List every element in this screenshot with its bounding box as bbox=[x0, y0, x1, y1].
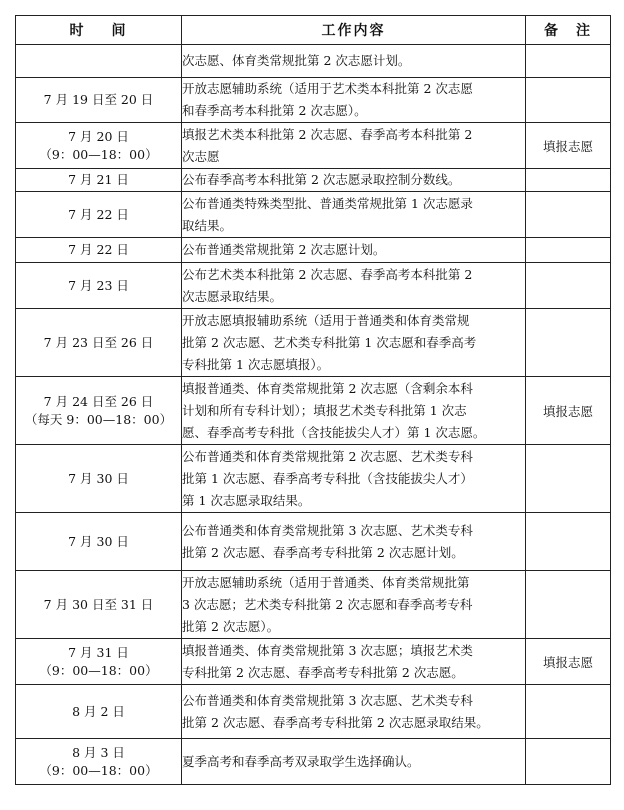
note-cell bbox=[526, 78, 611, 123]
table-row bbox=[16, 513, 611, 571]
content-line: 填报普通类、体育类常规批第 2 次志愿（含剩余本科 bbox=[182, 380, 473, 396]
table-row bbox=[16, 238, 611, 263]
content-cell bbox=[182, 571, 526, 639]
time-cell bbox=[16, 639, 182, 685]
table-row bbox=[16, 45, 611, 78]
table-row bbox=[16, 192, 611, 238]
time-line: 7 月 23 日 bbox=[68, 277, 129, 293]
content-cell bbox=[182, 123, 526, 169]
time-cell bbox=[16, 192, 182, 238]
note-cell: 填报志愿 bbox=[526, 377, 611, 445]
content-line: 填报艺术类本科批第 2 次志愿、春季高考本科批第 2 bbox=[182, 126, 473, 142]
time-line: （9：00—18：00） bbox=[39, 146, 158, 162]
time-cell bbox=[16, 309, 182, 377]
header-content: 工作内容 bbox=[182, 16, 526, 45]
time-line: 8 月 2 日 bbox=[72, 703, 125, 719]
note-cell bbox=[526, 238, 611, 263]
header-time-char-2: 间 bbox=[111, 23, 128, 39]
content-cell bbox=[182, 169, 526, 192]
time-line: 8 月 3 日 bbox=[72, 744, 125, 760]
content-line: 填报普通类、体育类常规批第 3 次志愿；填报艺术类 bbox=[182, 642, 473, 658]
note-cell bbox=[526, 513, 611, 571]
content-cell bbox=[182, 513, 526, 571]
content-line: 次志愿 bbox=[182, 148, 220, 164]
header-time-char-1: 时 bbox=[69, 23, 86, 39]
table-row bbox=[16, 377, 611, 445]
content-line: 批第 1 次志愿、春季高考专科批（含技能拔尖人才） bbox=[182, 470, 473, 486]
table-row bbox=[16, 639, 611, 685]
header-row bbox=[16, 16, 611, 45]
content-line: 专科批第 1 次志愿填报）。 bbox=[182, 356, 330, 372]
content-line: 公布春季高考本科批第 2 次志愿录取控制分数线。 bbox=[182, 172, 461, 187]
content-line: 公布普通类和体育类常规批第 2 次志愿、艺术类专科 bbox=[182, 448, 473, 464]
content-cell bbox=[182, 739, 526, 785]
time-line: 7 月 19 日至 20 日 bbox=[43, 92, 154, 107]
content-line: 公布普通类特殊类型批、普通类常规批第 1 次志愿录 bbox=[182, 195, 473, 211]
note-cell bbox=[526, 571, 611, 639]
table-row bbox=[16, 169, 611, 192]
table-row bbox=[16, 309, 611, 377]
note-cell bbox=[526, 263, 611, 309]
time-line: 7 月 30 日 bbox=[68, 533, 129, 549]
content-line: 公布普通类常规批第 2 次志愿计划。 bbox=[182, 242, 386, 257]
content-cell bbox=[182, 639, 526, 685]
schedule-table bbox=[15, 15, 611, 785]
time-line: 7 月 24 日至 26 日 bbox=[43, 393, 154, 409]
content-line: 开放志愿辅助系统（适用于艺术类本科批第 2 次志愿 bbox=[182, 81, 473, 96]
time-line: （9：00—18：00） bbox=[39, 662, 158, 678]
content-cell bbox=[182, 238, 526, 263]
time-line: 7 月 21 日 bbox=[68, 172, 129, 187]
content-line: 取结果。 bbox=[182, 217, 233, 233]
time-line: 7 月 20 日 bbox=[68, 128, 129, 144]
content-line: 开放志愿辅助系统（适用于普通类、体育类常规批第 bbox=[182, 574, 470, 590]
time-line: 7 月 31 日 bbox=[68, 644, 129, 660]
time-line: 7 月 22 日 bbox=[68, 206, 129, 222]
content-line: 批第 2 次志愿、春季高考专科批第 2 次志愿录取结果。 bbox=[182, 714, 489, 730]
content-cell bbox=[182, 263, 526, 309]
table-row bbox=[16, 123, 611, 169]
content-cell bbox=[182, 377, 526, 445]
header-note: 备 注 bbox=[526, 16, 611, 45]
time-line: （每天 9：00—18：00） bbox=[24, 411, 173, 427]
note-cell bbox=[526, 192, 611, 238]
content-line: 3 次志愿；艺术类专科批第 2 次志愿和春季高考专科 bbox=[182, 596, 473, 612]
note-cell: 填报志愿 bbox=[526, 123, 611, 169]
content-line: 批第 2 次志愿）。 bbox=[182, 618, 280, 634]
note-cell bbox=[526, 739, 611, 785]
time-cell bbox=[16, 78, 182, 123]
header-time bbox=[16, 16, 182, 45]
content-line: 公布普通类和体育类常规批第 3 次志愿、艺术类专科 bbox=[182, 692, 473, 708]
time-line: 7 月 22 日 bbox=[68, 242, 129, 257]
content-cell bbox=[182, 78, 526, 123]
content-line: 开放志愿填报辅助系统（适用于普通类和体育类常规 bbox=[182, 312, 470, 328]
time-cell bbox=[16, 263, 182, 309]
time-cell bbox=[16, 513, 182, 571]
table-row bbox=[16, 739, 611, 785]
content-line: 第 1 次志愿录取结果。 bbox=[182, 492, 311, 508]
table-row bbox=[16, 263, 611, 309]
time-cell bbox=[16, 739, 182, 785]
time-line: （9：00—18：00） bbox=[39, 762, 158, 778]
content-line: 批第 2 次志愿、春季高考专科批第 2 次志愿计划。 bbox=[182, 544, 464, 560]
time-cell bbox=[16, 45, 182, 78]
time-cell bbox=[16, 123, 182, 169]
time-cell bbox=[16, 571, 182, 639]
content-cell bbox=[182, 192, 526, 238]
content-line: 次志愿录取结果。 bbox=[182, 288, 283, 304]
time-cell bbox=[16, 685, 182, 739]
content-cell bbox=[182, 45, 526, 78]
note-cell bbox=[526, 445, 611, 513]
time-cell bbox=[16, 377, 182, 445]
table-body bbox=[16, 45, 611, 785]
content-line: 计划和所有专科计划）；填报艺术类专科批第 1 次志 bbox=[182, 402, 467, 418]
note-cell bbox=[526, 45, 611, 78]
content-line: 公布普通类和体育类常规批第 3 次志愿、艺术类专科 bbox=[182, 522, 473, 538]
time-line: 7 月 30 日 bbox=[68, 470, 129, 486]
time-line: 7 月 30 日至 31 日 bbox=[43, 596, 154, 612]
table-row bbox=[16, 445, 611, 513]
content-line: 批第 2 次志愿、艺术类专科批第 1 次志愿和春季高考 bbox=[182, 334, 477, 350]
note-cell bbox=[526, 169, 611, 192]
time-cell bbox=[16, 445, 182, 513]
content-line: 和春季高考本科批第 2 次志愿）。 bbox=[182, 103, 367, 118]
content-line: 公布艺术类本科批第 2 次志愿、春季高考本科批第 2 bbox=[182, 266, 473, 282]
content-line: 次志愿、体育类常规批第 2 次志愿计划。 bbox=[182, 53, 411, 68]
note-cell bbox=[526, 685, 611, 739]
content-line: 专科批第 2 次志愿、春季高考专科批第 2 次志愿。 bbox=[182, 664, 464, 680]
table-row bbox=[16, 685, 611, 739]
content-line: 夏季高考和春季高考双录取学生选择确认。 bbox=[182, 753, 420, 769]
content-line: 愿、春季高考专科批（含技能拔尖人才）第 1 次志愿。 bbox=[182, 424, 486, 440]
content-cell bbox=[182, 309, 526, 377]
time-cell bbox=[16, 238, 182, 263]
note-cell: 填报志愿 bbox=[526, 639, 611, 685]
table-row bbox=[16, 78, 611, 123]
time-line: 7 月 23 日至 26 日 bbox=[43, 334, 154, 350]
table-row bbox=[16, 571, 611, 639]
content-cell bbox=[182, 685, 526, 739]
content-cell bbox=[182, 445, 526, 513]
note-cell bbox=[526, 309, 611, 377]
time-cell bbox=[16, 169, 182, 192]
